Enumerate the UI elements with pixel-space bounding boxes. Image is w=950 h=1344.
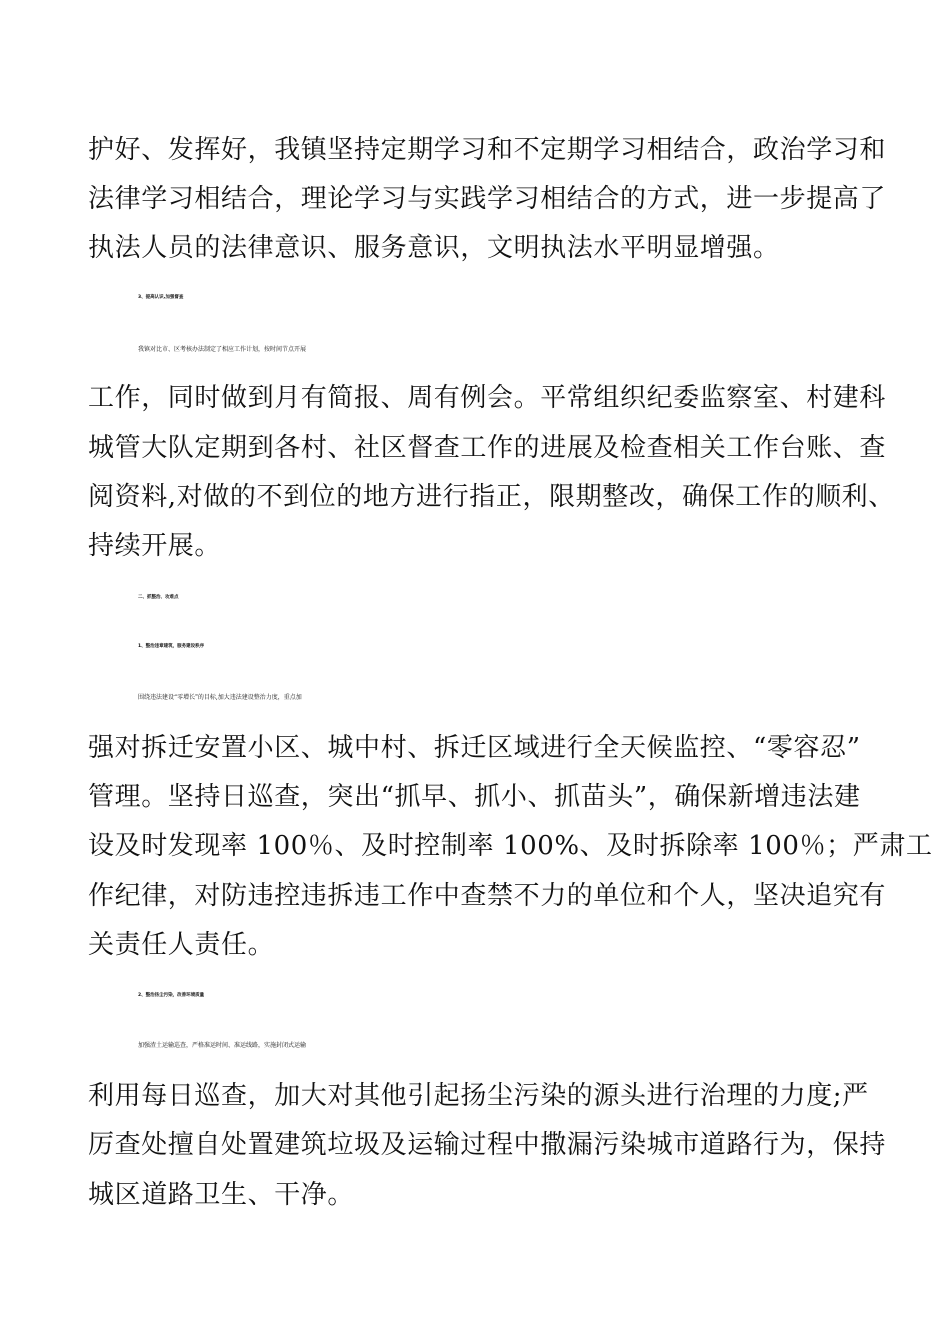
body-text-line: 厉查处擅自处置建筑垃圾及运输过程中撒漏污染城市道路行为，保持: [88, 1130, 887, 1160]
section-heading-2: 二、抓整治、攻难点: [138, 595, 179, 600]
subsection-heading-1: 1、整治违章建筑，服务建设秩序: [138, 644, 205, 649]
body-text-line: 城区道路卫生、干净。: [88, 1180, 355, 1210]
body-text-line: 城管大队定期到各村、社区督查工作的进展及检查相关工作台账、查: [88, 433, 887, 463]
paragraph-first-line: 围绕违法建设“零增长"的目标,加大违法建设整治力度，重点加: [138, 694, 302, 701]
body-text-line: 法律学习相结合，理论学习与实践学习相结合的方式，进一步提高了: [88, 184, 887, 214]
paragraph-first-line: 加强渣土运输巡查，严格准运时间、准运线路，实施封闭式运输: [138, 1042, 307, 1049]
body-text-line: 工作，同时做到月有简报、周有例会。平常组织纪委监察室、村建科: [88, 383, 887, 413]
body-text-line: 设及时发现率 100％、及时控制率 100%、及时拆除率 100％；严肃工: [88, 831, 933, 861]
body-text-line: 持续开展。: [88, 531, 222, 561]
body-text-line: 利用每日巡查，加大对其他引起扬尘污染的源头进行治理的力度;严: [88, 1081, 869, 1111]
subsection-heading-2: 2、整治扬尘污染，改善环境质量: [138, 993, 205, 998]
body-text-line: 作纪律，对防违控违拆违工作中查禁不力的单位和个人，坚决追究有: [88, 881, 887, 911]
body-text-line: 执法人员的法律意识、服务意识，文明执法水平明显增强。: [88, 233, 780, 263]
paragraph-first-line: 我镇对比市、区考核办法制定了相应工作计划，按时间节点开展: [138, 346, 307, 353]
body-text-line: 管理。坚持日巡查，突出“抓早、抓小、抓苗头”，确保新增违法建: [88, 782, 861, 812]
body-text-line: 阅资料,对做的不到位的地方进行指正，限期整改，确保工作的顺利、: [88, 482, 895, 512]
body-text-line: 强对拆迁安置小区、城中村、拆迁区域进行全天候监控、“零容忍”: [88, 733, 861, 763]
body-text-line: 关责任人责任。: [88, 930, 275, 960]
section-heading-3: 3、提高认识,加强督查: [138, 295, 184, 300]
body-text-line: 护好、发挥好，我镇坚持定期学习和不定期学习相结合，政治学习和: [88, 135, 887, 165]
